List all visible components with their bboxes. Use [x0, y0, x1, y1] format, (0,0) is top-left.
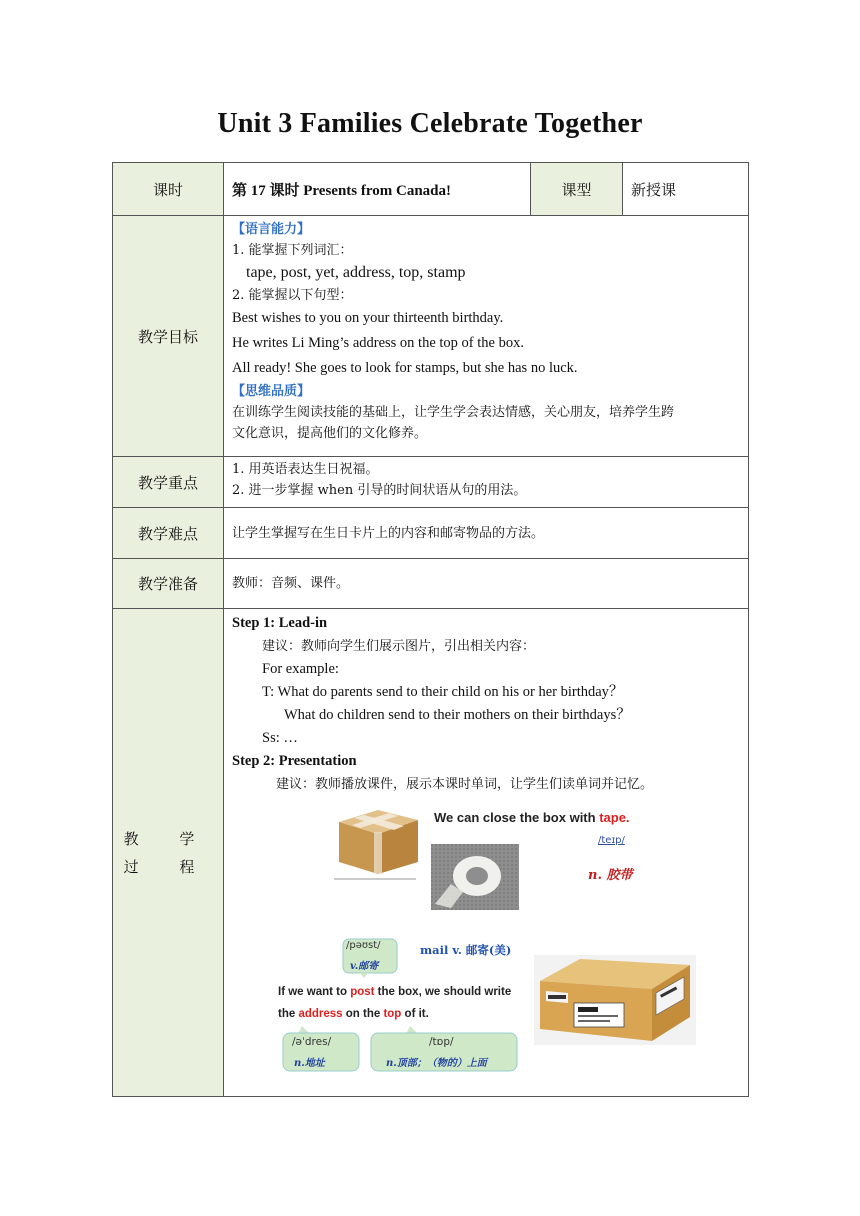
post-meaning: v.邮寄 [350, 961, 379, 972]
heading-language: 【语言能力】 [232, 222, 311, 237]
thinking-line-2: 文化意识，提高他们的文化修养。 [232, 426, 428, 441]
post-phonetic: /pəʊst/ [346, 940, 381, 951]
process-label-line-1: 教 学 [123, 829, 213, 848]
heading-thinking: 【思维品质】 [232, 384, 311, 399]
step1-suggestion: 建议：教师向学生们展示图片，引出相关内容： [262, 639, 536, 654]
key-point-2: 2. 进一步掌握 when 引导的时间状语从句的用法。 [232, 483, 527, 498]
post-sentence-line-2: the address on the top of it. [278, 1008, 429, 1020]
difficulties-text: 让学生掌握写在生日卡片上的内容和邮寄物品的方法。 [232, 525, 545, 541]
slide-images [224, 800, 748, 1096]
tape-sentence: We can close the box with tape. [434, 810, 630, 825]
tape-meaning: n. 胶带 [588, 868, 633, 883]
sentence-1: Best wishes to you on your thirteenth birthday. [232, 310, 504, 326]
sentence-3: All ready! She goes to look for stamps, but she has no luck. [232, 360, 578, 376]
mail-note: mail v. 邮寄(美) [420, 943, 512, 957]
row-objectives [113, 216, 749, 457]
address-meaning: n.地址 [294, 1058, 325, 1069]
vocab-list: tape, post, yet, address, top, stamp [246, 264, 466, 281]
row-period [113, 163, 749, 216]
row-preparation [113, 559, 749, 609]
thinking-line-1: 在训练学生阅读技能的基础上，让学生学会表达情感，关心朋友，培养学生跨 [232, 405, 675, 420]
sentence-2: He writes Li Ming’s address on the top of the box. [232, 335, 524, 351]
label-type: 课型 [531, 163, 623, 216]
address-phonetic: /əˈdres/ [292, 1036, 332, 1048]
period-value: 第 17 课时 Presents from Canada! [224, 163, 531, 216]
label-objectives: 教学目标 [113, 216, 224, 457]
key-point-1: 1. 用英语表达生日祝福。 [232, 462, 379, 477]
label-difficulties: 教学难点 [113, 508, 224, 559]
teacher-question-1: T: What do parents send to their child on his or her birthday？ [262, 684, 624, 700]
label-process [113, 609, 224, 1097]
objective-item-2: 2. 能掌握以下句型： [232, 288, 353, 303]
students-answer: Ss: … [262, 730, 298, 746]
label-key-points: 教学重点 [113, 457, 224, 508]
tape-roll-picture [431, 844, 519, 910]
for-example: For example: [262, 661, 339, 677]
label-period: 课时 [113, 163, 224, 216]
lesson-plan-table [112, 162, 749, 1097]
row-difficulties [113, 508, 749, 559]
row-process [113, 609, 749, 1097]
parcel-picture [534, 955, 696, 1045]
page-title: Unit 3 Families Celebrate Together [217, 108, 643, 139]
process-label-line-2: 过 程 [123, 857, 213, 876]
label-preparation: 教学准备 [113, 559, 224, 609]
step2-heading: Step 2: Presentation [232, 753, 357, 769]
top-meaning: n.顶部；（物的）上面 [386, 1058, 487, 1069]
top-phonetic: /tɒp/ [429, 1036, 454, 1048]
step2-suggestion: 建议：教师播放课件，展示本课时单词，让学生们读单词并记忆。 [276, 777, 654, 792]
tape-phonetic: /teɪp/ [598, 835, 625, 846]
row-key-points [113, 457, 749, 508]
preparation-text: 教师：音频、课件。 [232, 576, 350, 591]
objective-item-1: 1. 能掌握下列词汇： [232, 243, 353, 258]
step1-heading: Step 1: Lead-in [232, 615, 328, 631]
post-sentence-line-1: If we want to post the box, we should write [278, 986, 512, 998]
teacher-question-2: What do children send to their mothers on their birthdays？ [284, 707, 631, 723]
type-value: 新授课 [623, 163, 749, 216]
